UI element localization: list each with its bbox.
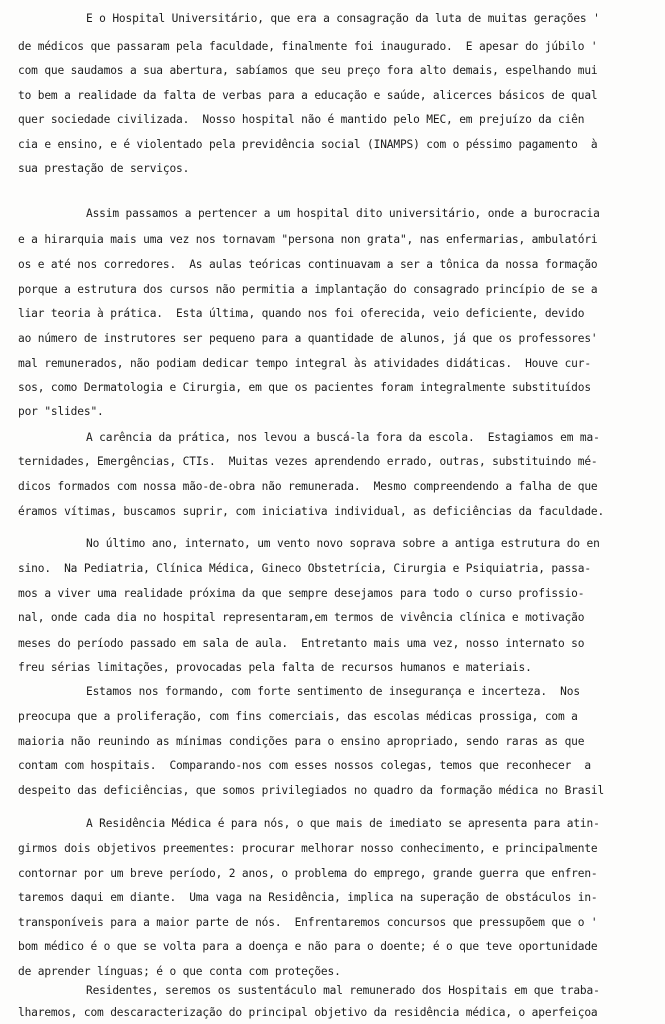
text-line: sos, como Dermatologia e Cirurgia, em que os pacientes foram integralmente substituídos xyxy=(18,381,591,394)
text-line: dicos formados com nossa mão-de-obra não remunerada. Mesmo compreendendo a falha de que xyxy=(18,480,598,493)
text-line: A carência da prática, nos levou a buscá-la fora da escola. Estagiamos em ma- xyxy=(86,431,600,444)
text-line: sino. Na Pediatria, Clínica Médica, Gineco Obstetrícia, Cirurgia e Psiquiatria, passa- xyxy=(18,562,591,575)
text-line: lharemos, com descaracterização do principal objetivo da residência médica, o aperfeiçoa xyxy=(18,1006,598,1019)
text-line: éramos vítimas, buscamos suprir, com iniciativa individual, as deficiências da faculdade. xyxy=(18,505,605,518)
text-line: No último ano, internato, um vento novo soprava sobre a antiga estrutura do en xyxy=(86,537,600,550)
text-line: quer sociedade civilizada. Nosso hospital não é mantido pelo MEC, em prejuízo da ciên xyxy=(18,113,585,126)
text-line: cia e ensino, e é violentado pela previdência social (INAMPS) com o péssimo pagamento à xyxy=(18,138,598,151)
text-line: contornar por um breve período, 2 anos, o problema do emprego, grande guerra que enfren- xyxy=(18,867,598,880)
text-line: contam com hospitais. Comparando-nos com esses nossos colegas, temos que reconhecer a xyxy=(18,759,591,772)
text-line: Estamos nos formando, com forte sentimento de insegurança e incerteza. Nos xyxy=(86,685,580,698)
text-line: por "slides". xyxy=(18,405,104,418)
text-line: sua prestação de serviços. xyxy=(18,162,190,175)
text-line: E o Hospital Universitário, que era a consagração da luta de muitas gerações ' xyxy=(86,12,600,25)
text-line: mal remunerados, não podiam dedicar tempo integral às atividades didáticas. Houve cur- xyxy=(18,357,591,370)
text-line: despeito das deficiências, que somos privilegiados no quadro da formação médica no Brasil xyxy=(18,784,605,797)
text-line: maioria não reunindo as mínimas condições para o ensino apropriado, sendo raras as que xyxy=(18,735,585,748)
text-line: girmos dois objetivos preementes: procurar melhorar nosso conhecimento, e principalmente xyxy=(18,842,598,855)
text-line: freu sérias limitações, provocadas pela falta de recursos humanos e materiais. xyxy=(18,661,532,674)
text-line: bom médico é o que se volta para a doença e não para o doente; é o que teve oportunidade xyxy=(18,940,598,953)
text-line: ao número de instrutores ser pequeno para a quantidade de alunos, já que os professores' xyxy=(18,332,598,345)
text-line: os e até nos corredores. As aulas teóricas continuavam a ser a tônica da nossa formação xyxy=(18,258,598,271)
text-line: preocupa que a proliferação, com fins comerciais, das escolas médicas prossiga, com a xyxy=(18,710,578,723)
text-line: e a hirarquia mais uma vez nos tornavam "persona non grata", nas enfermarias, ambulatóri xyxy=(18,233,598,246)
text-line: transponíveis para a maior parte de nós. Enfrentaremos concursos que pressupõem que o ' xyxy=(18,916,598,929)
text-line: nal, onde cada dia no hospital representaram,em termos de vivência clínica e motivação xyxy=(18,611,585,624)
text-line: Residentes, seremos os sustentáculo mal remunerado dos Hospitais em que traba- xyxy=(86,984,600,997)
text-line: ternidades, Emergências, CTIs. Muitas vezes aprendendo errado, outras, substituindo mé- xyxy=(18,455,598,468)
text-line: de médicos que passaram pela faculdade, finalmente foi inaugurado. E apesar do júbilo ' xyxy=(18,40,598,53)
text-line: porque a estrutura dos cursos não permitia a implantação do consagrado princípio de se a xyxy=(18,283,598,296)
text-line: liar teoria à prática. Esta última, quando nos foi oferecida, veio deficiente, devido xyxy=(18,307,585,320)
text-line: mos a viver uma realidade próxima da que sempre desejamos para todo o curso profissio- xyxy=(18,587,585,600)
text-line: com que saudamos a sua abertura, sabíamos que seu preço fora alto demais, espelhando mui xyxy=(18,64,598,77)
text-line: A Residência Médica é para nós, o que mais de imediato se apresenta para atin- xyxy=(86,817,600,830)
text-line: meses do período passado em sala de aula. Entretanto mais uma vez, nosso internato so xyxy=(18,637,585,650)
text-line: to bem a realidade da falta de verbas para a educação e saúde, alicerces básicos de qual xyxy=(18,89,598,102)
text-line: de aprender línguas; é o que conta com proteções. xyxy=(18,965,341,978)
text-line: taremos daqui em diante. Uma vaga na Residência, implica na superação de obstáculos in- xyxy=(18,891,598,904)
text-line: Assim passamos a pertencer a um hospital dito universitário, onde a burocracia xyxy=(86,207,600,220)
